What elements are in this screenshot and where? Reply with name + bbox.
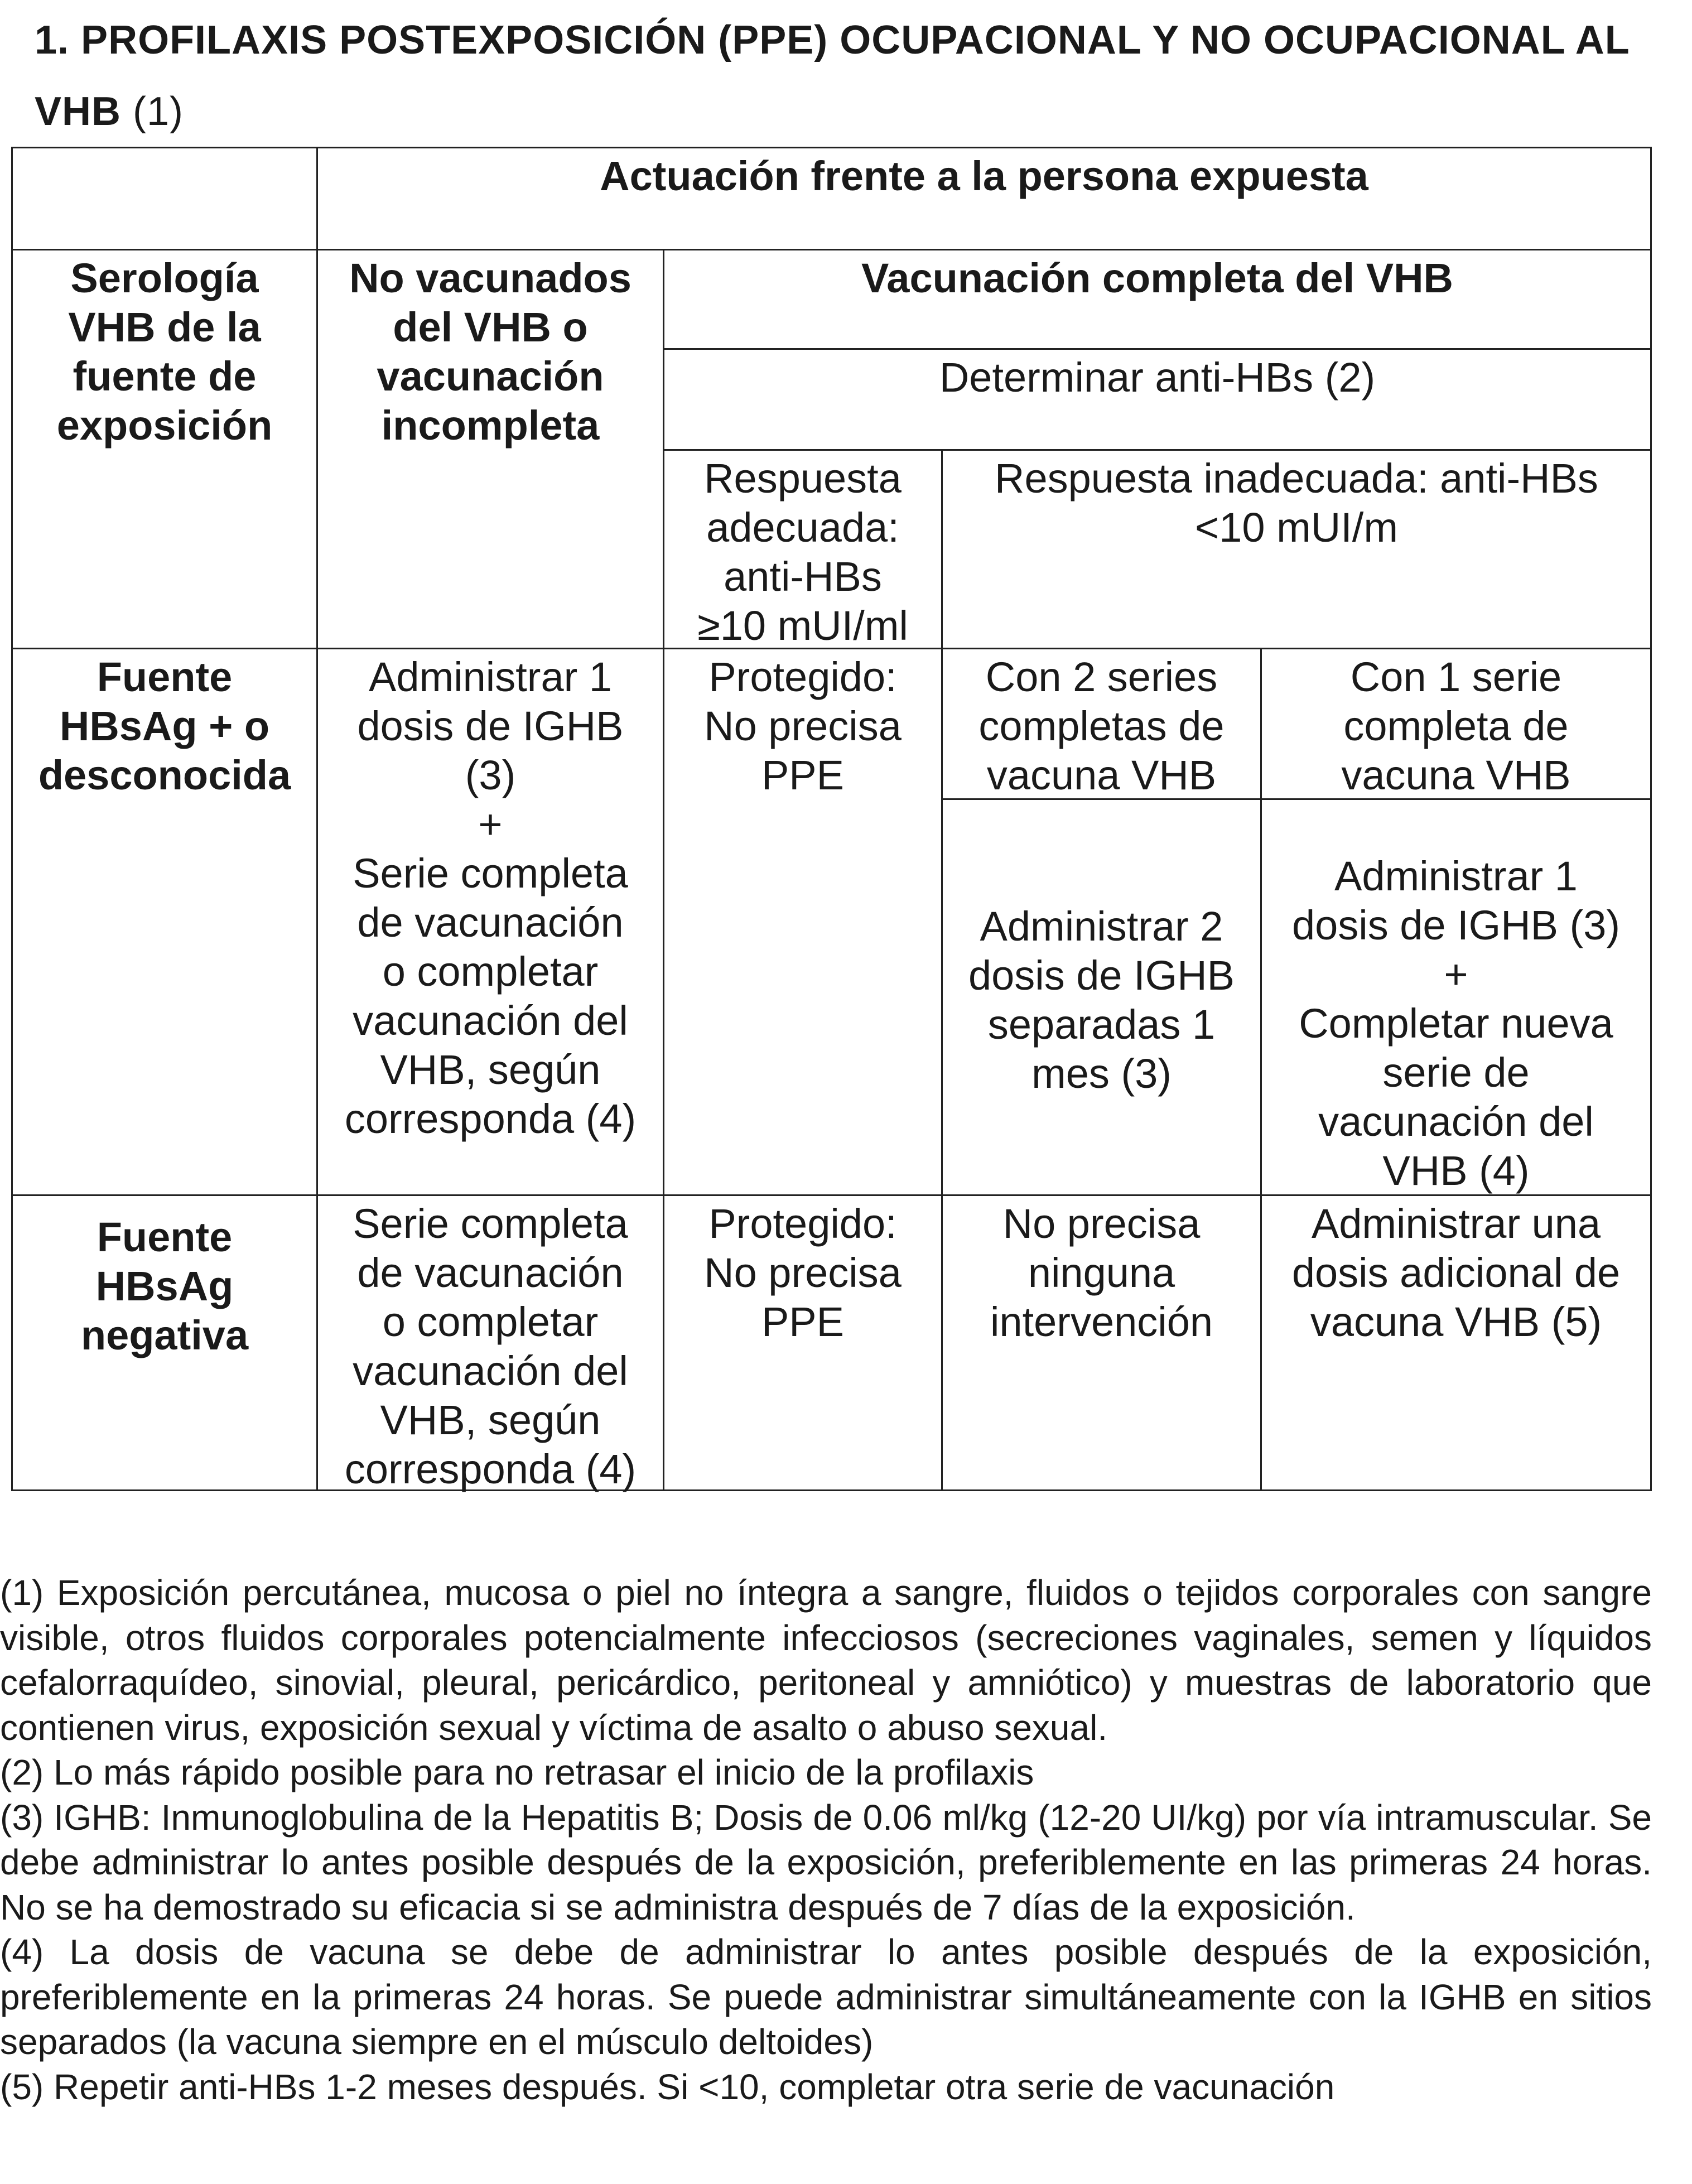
header-determine-antihbs: Determinar anti-HBs (2) — [663, 348, 1652, 451]
header-inadequate-response: Respuesta inadecuada: anti-HBs <10 mUI/m — [941, 449, 1652, 649]
row-negative-adequate: Protegido: No precisa PPE — [663, 1194, 943, 1491]
title-ref: (1) — [121, 89, 184, 134]
header-vaccinated: Vacunación completa del VHB — [663, 249, 1652, 350]
footnote-1: (1) Exposición percutánea, mucosa o piel no íntegra a sangre, fluidos o tejidos corporales con sangre visible, otros fluidos corporales potencialmente infecciosos (secreciones vaginales, semen y líquidos cefalorraquídeo, sinovial, pleural, pericárdico, peritoneal y amniótico) y muestras de laboratorio que contienen virus, exposición sexual y víctima de asalto o abuso sexual. — [0, 1573, 1652, 1748]
footnote-2: (2) Lo más rápido posible para no retrasar el inicio de la profilaxis — [0, 1752, 1034, 1792]
row-negative-one-series: Administrar una dosis adicional de vacuna VHB (5) — [1260, 1194, 1652, 1491]
row-positive-two-series: Administrar 2 dosis de IGHB separadas 1 mes (3) — [941, 798, 1262, 1196]
footnote-4: (4) La dosis de vacuna se debe de administrar lo antes posible después de la exposición, preferiblemente en la primeras 24 horas. Se puede administrar simultáneamente con la IGHB en sitios separados (la vacuna siempre en el músculo deltoides) — [0, 1932, 1652, 2062]
row-positive-one-series-label: Con 1 serie completa de vacuna VHB — [1260, 648, 1652, 800]
row-positive-one-series: Administrar 1 dosis de IGHB (3) + Completar nueva serie de vacunación del VHB (4) — [1260, 798, 1652, 1196]
footnote-3: (3) IGHB: Inmunoglobulina de la Hepatitis B; Dosis de 0.06 ml/kg (12-20 UI/kg) por vía intramuscular. Se debe administrar lo antes posible después de la exposición, preferiblemente en las primeras 24 horas. No se ha demostrado su eficacia si se administra después de 7 días de la exposición. — [0, 1797, 1652, 1927]
top-header: Actuación frente a la persona expuesta — [316, 147, 1652, 250]
row-positive-unvaccinated: Administrar 1 dosis de IGHB (3) + Serie completa de vacunación o completar vacunación del VHB, según corresponda (4) — [316, 648, 664, 1196]
header-source-serology: Serología VHB de la fuente de exposición — [11, 249, 318, 649]
title-text: 1. PROFILAXIS POSTEXPOSICIÓN (PPE) OCUPACIONAL Y NO OCUPACIONAL AL VHB — [35, 18, 1630, 134]
row-positive-two-series-label: Con 2 series completas de vacuna VHB — [941, 648, 1262, 800]
row-source-positive: Fuente HBsAg + o desconocida — [11, 648, 318, 1196]
row-positive-adequate: Protegido: No precisa PPE — [663, 648, 943, 1196]
row-negative-unvaccinated: Serie completa de vacunación o completar vacunación del VHB, según corresponda (4) — [316, 1194, 664, 1491]
footnote-5: (5) Repetir anti-HBs 1-2 meses después. Si <10, completar otra serie de vacunación — [0, 2066, 1335, 2107]
header-adequate-response: Respuesta adecuada: anti-HBs ≥10 mUI/ml — [663, 449, 943, 649]
row-negative-two-series: No precisa ninguna intervención — [941, 1194, 1262, 1491]
section-title — [35, 4, 1686, 147]
empty-corner-cell — [11, 147, 318, 250]
header-unvaccinated: No vacunados del VHB o vacunación incompleta — [316, 249, 664, 649]
footnotes — [0, 1570, 1652, 2109]
row-source-negative: Fuente HBsAg negativa — [11, 1194, 318, 1491]
